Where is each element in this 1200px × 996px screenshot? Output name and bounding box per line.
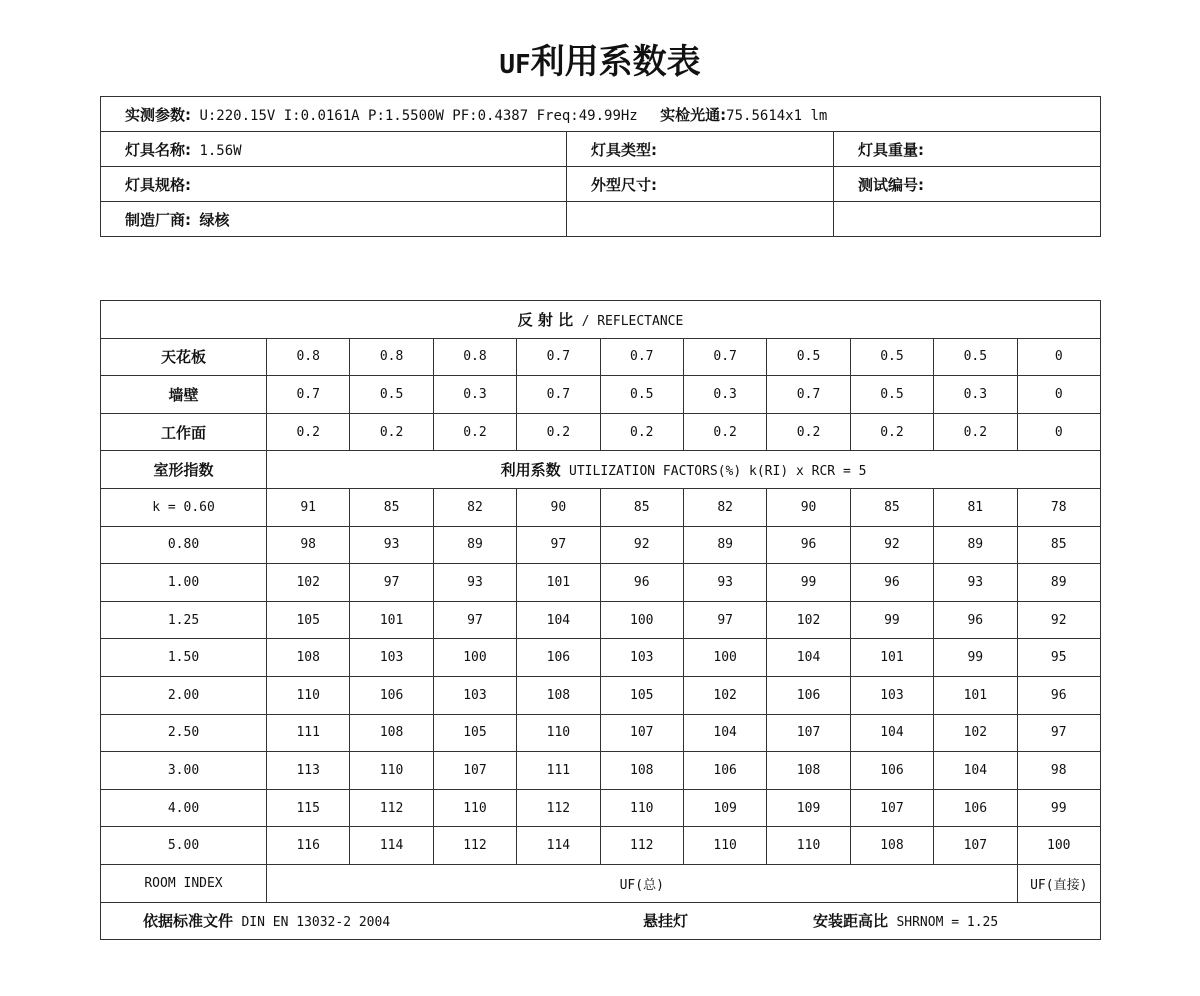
work-plane-value: 0.2 [517, 413, 600, 451]
uf-value: 103 [850, 676, 933, 714]
wall-value: 0.5 [350, 376, 433, 414]
standard-cell [101, 902, 1101, 940]
wall-label: 墙壁 [101, 376, 267, 414]
work-plane-value: 0.2 [683, 413, 766, 451]
uf-row [101, 789, 1101, 827]
uf-value: 105 [433, 714, 516, 752]
uf-row [101, 564, 1101, 602]
uf-value: 110 [433, 789, 516, 827]
test-no-label: 测试编号: [858, 175, 924, 194]
uf-row [101, 639, 1101, 677]
info-row [101, 132, 1101, 167]
uf-value: 103 [600, 639, 683, 677]
shr-cn: 安装距高比 [813, 912, 889, 931]
uf-value: 107 [600, 714, 683, 752]
uf-value: 114 [350, 827, 433, 865]
ceiling-value: 0.5 [767, 338, 850, 376]
uf-value: 98 [1017, 752, 1100, 790]
room-index-value: k = 0.60 [101, 488, 267, 526]
uf-value: 111 [267, 714, 350, 752]
uf-value: 106 [934, 789, 1017, 827]
uf-value: 104 [683, 714, 766, 752]
uf-value: 97 [350, 564, 433, 602]
room-index-value: 2.00 [101, 676, 267, 714]
uf-value: 110 [683, 827, 766, 865]
ceiling-value: 0.7 [517, 338, 600, 376]
wall-value: 0.7 [767, 376, 850, 414]
maker-value: 绿核 [199, 210, 230, 229]
uf-value: 100 [600, 601, 683, 639]
title-main: 利用系数表 [530, 42, 701, 82]
standard-row [101, 902, 1101, 940]
uf-row [101, 714, 1101, 752]
uf-value: 89 [683, 526, 766, 564]
uf-value: 109 [767, 789, 850, 827]
empty-cell [834, 202, 1101, 237]
uf-value: 104 [767, 639, 850, 677]
uf-value: 115 [267, 789, 350, 827]
weight-label: 灯具重量: [858, 140, 924, 159]
uf-value: 103 [433, 676, 516, 714]
wall-row [101, 376, 1101, 414]
uf-value: 97 [517, 526, 600, 564]
uf-value: 90 [517, 488, 600, 526]
work-plane-value: 0.2 [433, 413, 516, 451]
uf-value: 107 [934, 827, 1017, 865]
standard-cn: 依据标准文件 [143, 912, 234, 931]
ceiling-value: 0.7 [600, 338, 683, 376]
wall-value: 0 [1017, 376, 1100, 414]
wall-value: 0.7 [517, 376, 600, 414]
uf-value: 81 [934, 488, 1017, 526]
uf-value: 108 [600, 752, 683, 790]
title-prefix: UF [499, 50, 531, 80]
empty-cell [567, 202, 834, 237]
uf-value: 106 [683, 752, 766, 790]
type-cell [567, 132, 834, 167]
uf-value: 92 [600, 526, 683, 564]
uf-value: 103 [350, 639, 433, 677]
uf-value: 107 [850, 789, 933, 827]
uf-value: 96 [850, 564, 933, 602]
uf-value: 93 [934, 564, 1017, 602]
uf-caption-en: UTILIZATION FACTORS(%) k(RI) x RCR = 5 [569, 464, 867, 480]
room-index-label: 室形指数 [101, 451, 267, 489]
uf-value: 112 [350, 789, 433, 827]
uf-value: 106 [517, 639, 600, 677]
size-label: 外型尺寸: [591, 175, 657, 194]
work-plane-value: 0.2 [600, 413, 683, 451]
uf-caption-cn: 利用系数 [500, 461, 561, 480]
uf-footer-labels-row [101, 864, 1101, 902]
uf-value: 105 [600, 676, 683, 714]
uf-value: 101 [517, 564, 600, 602]
name-label: 灯具名称: [125, 140, 191, 159]
size-cell [567, 167, 834, 202]
maker-label: 制造厂商: [125, 210, 191, 229]
ceiling-value: 0 [1017, 338, 1100, 376]
uf-value: 105 [267, 601, 350, 639]
uf-value: 89 [934, 526, 1017, 564]
work-plane-value: 0.2 [934, 413, 1017, 451]
reflectance-cn: 反 射 比 [517, 310, 574, 329]
uf-value: 110 [767, 827, 850, 865]
wall-value: 0.3 [934, 376, 1017, 414]
uf-value: 96 [767, 526, 850, 564]
uf-value: 85 [850, 488, 933, 526]
uf-value: 104 [517, 601, 600, 639]
maker-cell [101, 202, 567, 237]
uf-value: 89 [433, 526, 516, 564]
uf-value: 107 [767, 714, 850, 752]
work-plane-value: 0.2 [350, 413, 433, 451]
ceiling-value: 0.8 [433, 338, 516, 376]
uf-table [100, 300, 1101, 940]
uf-value: 97 [683, 601, 766, 639]
ceiling-label: 天花板 [101, 338, 267, 376]
info-row [101, 167, 1101, 202]
uf-value: 112 [517, 789, 600, 827]
uf-value: 108 [267, 639, 350, 677]
info-table [100, 96, 1101, 237]
uf-value: 100 [1017, 827, 1100, 865]
uf-row [101, 676, 1101, 714]
wall-value: 0.5 [850, 376, 933, 414]
uf-value: 110 [267, 676, 350, 714]
page-title [0, 40, 1200, 87]
uf-value: 96 [600, 564, 683, 602]
uf-value: 82 [683, 488, 766, 526]
room-index-value: 1.00 [101, 564, 267, 602]
uf-value: 93 [350, 526, 433, 564]
uf-value: 90 [767, 488, 850, 526]
uf-value: 106 [350, 676, 433, 714]
room-index-value: 3.00 [101, 752, 267, 790]
measured-value: U:220.15V I:0.0161A P:1.5500W PF:0.4387 Freq:49.99Hz [199, 107, 638, 124]
uf-value: 98 [267, 526, 350, 564]
info-row [101, 202, 1101, 237]
uf-data-rows [101, 488, 1101, 864]
uf-value: 111 [517, 752, 600, 790]
measured-label: 实测参数: [125, 105, 191, 124]
uf-value: 92 [850, 526, 933, 564]
wall-value: 0.3 [683, 376, 766, 414]
reflectance-en: / REFLECTANCE [581, 313, 684, 329]
uf-value: 102 [683, 676, 766, 714]
uf-value: 110 [350, 752, 433, 790]
ceiling-value: 0.5 [850, 338, 933, 376]
uf-value: 102 [267, 564, 350, 602]
uf-value: 92 [1017, 601, 1100, 639]
work-plane-label: 工作面 [101, 413, 267, 451]
reflectance-header-row [101, 301, 1101, 339]
type-label: 灯具类型: [591, 140, 657, 159]
uf-value: 113 [267, 752, 350, 790]
ceiling-row [101, 338, 1101, 376]
ceiling-value: 0.8 [267, 338, 350, 376]
uf-value: 100 [433, 639, 516, 677]
measured-cell [101, 97, 1101, 132]
work-plane-value: 0.2 [850, 413, 933, 451]
uf-value: 97 [1017, 714, 1100, 752]
uf-row [101, 827, 1101, 865]
uf-value: 104 [850, 714, 933, 752]
uf-row [101, 488, 1101, 526]
uf-direct-label: UF(直接) [1017, 864, 1100, 902]
uf-value: 109 [683, 789, 766, 827]
uf-value: 99 [1017, 789, 1100, 827]
uf-value: 91 [267, 488, 350, 526]
room-index-value: 1.25 [101, 601, 267, 639]
work-plane-value: 0.2 [767, 413, 850, 451]
uf-value: 102 [934, 714, 1017, 752]
uf-row [101, 601, 1101, 639]
uf-value: 99 [767, 564, 850, 602]
uf-value: 85 [1017, 526, 1100, 564]
ceiling-value: 0.5 [934, 338, 1017, 376]
shr-en: SHRNOM = 1.25 [896, 915, 999, 931]
uf-value: 110 [600, 789, 683, 827]
uf-value: 101 [850, 639, 933, 677]
uf-value: 108 [850, 827, 933, 865]
wall-value: 0.5 [600, 376, 683, 414]
uf-row [101, 526, 1101, 564]
uf-value: 106 [767, 676, 850, 714]
uf-value: 102 [767, 601, 850, 639]
uf-value: 106 [850, 752, 933, 790]
uf-value: 97 [433, 601, 516, 639]
uf-value: 99 [934, 639, 1017, 677]
flux-value: 75.5614x1 lm [726, 107, 828, 124]
wall-value: 0.3 [433, 376, 516, 414]
weight-cell [834, 132, 1101, 167]
uf-value: 89 [1017, 564, 1100, 602]
name-value: 1.56W [199, 142, 242, 159]
uf-total-label: UF(总) [267, 864, 1018, 902]
uf-value: 100 [683, 639, 766, 677]
name-cell [101, 132, 567, 167]
uf-caption-row [101, 451, 1101, 489]
room-index-value: 2.50 [101, 714, 267, 752]
uf-value: 110 [517, 714, 600, 752]
uf-value: 114 [517, 827, 600, 865]
uf-value: 82 [433, 488, 516, 526]
uf-value: 93 [683, 564, 766, 602]
uf-value: 99 [850, 601, 933, 639]
uf-value: 93 [433, 564, 516, 602]
standard-group [101, 910, 643, 931]
work-plane-value: 0.2 [267, 413, 350, 451]
uf-value: 78 [1017, 488, 1100, 526]
room-index-en: ROOM INDEX [101, 864, 267, 902]
uf-value: 108 [767, 752, 850, 790]
uf-value: 96 [1017, 676, 1100, 714]
measured-row [101, 97, 1101, 132]
ceiling-value: 0.8 [350, 338, 433, 376]
uf-value: 96 [934, 601, 1017, 639]
spec-label: 灯具规格: [125, 175, 191, 194]
mount-type: 悬挂灯 [643, 912, 689, 931]
wall-value: 0.7 [267, 376, 350, 414]
work-plane-row [101, 413, 1101, 451]
standard-en: DIN EN 13032-2 2004 [241, 915, 391, 931]
uf-row [101, 752, 1101, 790]
ceiling-value: 0.7 [683, 338, 766, 376]
room-index-value: 0.80 [101, 526, 267, 564]
room-index-value: 1.50 [101, 639, 267, 677]
uf-value: 95 [1017, 639, 1100, 677]
reflectance-header [101, 301, 1101, 339]
uf-value: 104 [934, 752, 1017, 790]
flux-label: 实检光通: [660, 105, 727, 124]
uf-value: 108 [517, 676, 600, 714]
uf-caption [267, 451, 1101, 489]
uf-value: 85 [600, 488, 683, 526]
test-no-cell [834, 167, 1101, 202]
uf-value: 116 [267, 827, 350, 865]
uf-value: 101 [350, 601, 433, 639]
uf-value: 112 [433, 827, 516, 865]
work-plane-value: 0 [1017, 413, 1100, 451]
room-index-value: 4.00 [101, 789, 267, 827]
uf-value: 108 [350, 714, 433, 752]
spec-cell [101, 167, 567, 202]
room-index-value: 5.00 [101, 827, 267, 865]
uf-value: 107 [433, 752, 516, 790]
uf-value: 85 [350, 488, 433, 526]
uf-value: 101 [934, 676, 1017, 714]
uf-value: 112 [600, 827, 683, 865]
